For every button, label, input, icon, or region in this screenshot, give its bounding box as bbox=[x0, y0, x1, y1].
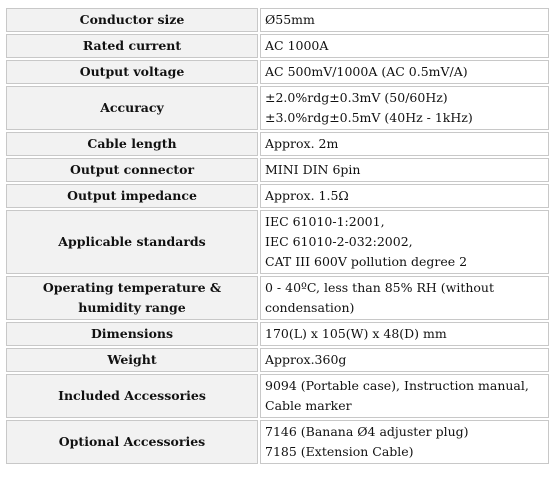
value-line: Approx. 2m bbox=[265, 136, 339, 151]
spec-row-output-impedance bbox=[6, 184, 549, 208]
spec-value bbox=[260, 374, 549, 418]
spec-row-cable-length bbox=[6, 132, 549, 156]
value-line: Approx. 1.5Ω bbox=[265, 188, 349, 203]
spec-label bbox=[6, 158, 258, 182]
spec-row-included-accessories bbox=[6, 374, 549, 418]
label-line: Weight bbox=[107, 352, 157, 367]
value-line: 0 - 40ºC, less than 85% RH (without bbox=[265, 280, 495, 295]
label-line: Output impedance bbox=[67, 188, 197, 203]
label-line: Applicable standards bbox=[58, 234, 206, 249]
spec-row-rated-current bbox=[6, 34, 549, 58]
spec-row-dimensions bbox=[6, 322, 549, 346]
spec-label bbox=[6, 34, 258, 58]
spec-label bbox=[6, 210, 258, 274]
spec-value bbox=[260, 132, 549, 156]
spec-row-weight bbox=[6, 348, 549, 372]
value-line: AC 1000A bbox=[265, 38, 329, 53]
value-line: Ø55mm bbox=[265, 12, 315, 27]
spec-row-optional-accessories bbox=[6, 420, 549, 464]
value-line: CAT III 600V pollution degree 2 bbox=[265, 254, 468, 269]
spec-label bbox=[6, 60, 258, 84]
value-line: IEC 61010-1:2001, bbox=[265, 214, 385, 229]
value-line: 7146 (Banana Ø4 adjuster plug) bbox=[265, 424, 469, 439]
spec-label bbox=[6, 132, 258, 156]
spec-label bbox=[6, 86, 258, 130]
spec-value bbox=[260, 60, 549, 84]
value-line: ±3.0%rdg±0.5mV (40Hz - 1kHz) bbox=[265, 110, 473, 125]
spec-value bbox=[260, 158, 549, 182]
value-line: Approx.360g bbox=[265, 352, 347, 367]
value-line: ±2.0%rdg±0.3mV (50/60Hz) bbox=[265, 90, 448, 105]
spec-label bbox=[6, 276, 258, 320]
value-line: Cable marker bbox=[265, 398, 352, 413]
value-line: 9094 (Portable case), Instruction manual, bbox=[265, 378, 529, 393]
spec-row-applicable-standards bbox=[6, 210, 549, 274]
spec-row-output-voltage bbox=[6, 60, 549, 84]
spec-row-output-connector bbox=[6, 158, 549, 182]
spec-value bbox=[260, 34, 549, 58]
label-line: Rated current bbox=[82, 38, 182, 53]
label-line: Accuracy bbox=[100, 100, 164, 115]
value-line: IEC 61010-2-032:2002, bbox=[265, 234, 413, 249]
label-line: Output connector bbox=[69, 162, 195, 177]
spec-label bbox=[6, 8, 258, 32]
spec-label bbox=[6, 420, 258, 464]
label-line: humidity range bbox=[78, 300, 186, 315]
spec-value bbox=[260, 322, 549, 346]
label-line: Dimensions bbox=[90, 326, 174, 341]
spec-label bbox=[6, 184, 258, 208]
spec-value bbox=[260, 8, 549, 32]
spec-row-operating-temperature bbox=[6, 276, 549, 320]
spec-value bbox=[260, 420, 549, 464]
label-line: Conductor size bbox=[79, 12, 185, 27]
spec-row-conductor-size bbox=[6, 8, 549, 32]
value-line: 7185 (Extension Cable) bbox=[265, 444, 414, 459]
label-line: Cable length bbox=[87, 136, 177, 151]
value-line: MINI DIN 6pin bbox=[265, 162, 361, 177]
value-line: 170(L) x 105(W) x 48(D) mm bbox=[265, 326, 447, 341]
label-line: Optional Accessories bbox=[58, 434, 206, 449]
spec-value bbox=[260, 276, 549, 320]
value-line: AC 500mV/1000A (AC 0.5mV/A) bbox=[265, 64, 468, 79]
spec-value bbox=[260, 86, 549, 130]
spec-row-accuracy bbox=[6, 86, 549, 130]
spec-value bbox=[260, 210, 549, 274]
spec-label bbox=[6, 348, 258, 372]
label-line: Operating temperature & bbox=[42, 280, 222, 295]
spec-label bbox=[6, 374, 258, 418]
label-line: Output voltage bbox=[79, 64, 185, 79]
spec-table bbox=[4, 6, 551, 466]
spec-value bbox=[260, 184, 549, 208]
spec-label bbox=[6, 322, 258, 346]
value-line: condensation) bbox=[265, 300, 355, 315]
spec-value bbox=[260, 348, 549, 372]
label-line: Included Accessories bbox=[58, 388, 206, 403]
